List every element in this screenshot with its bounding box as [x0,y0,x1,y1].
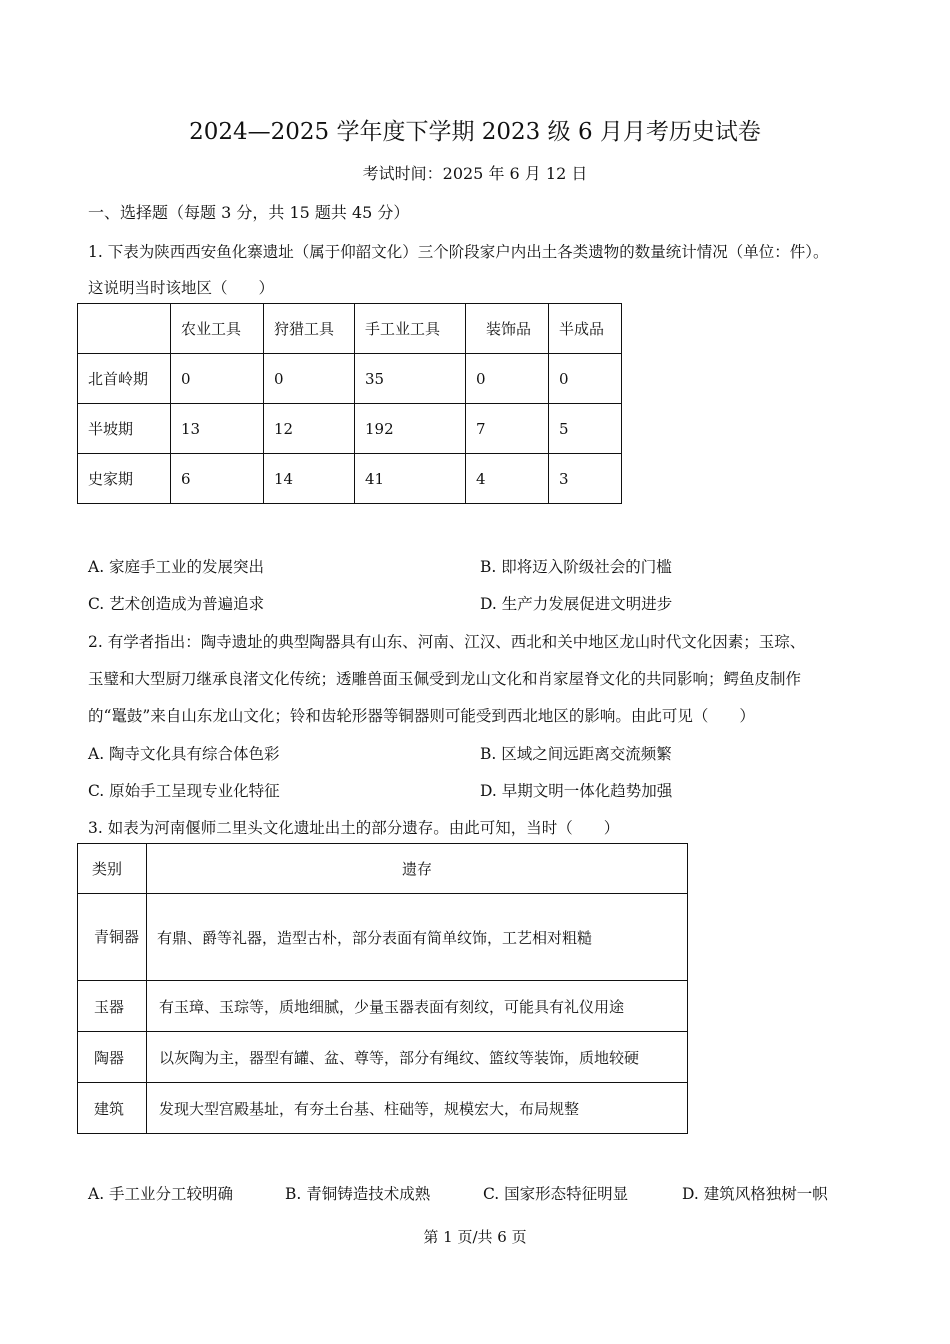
q3-header-cell: 类别 [78,844,147,894]
q1-cell: 13 [171,404,264,454]
page-number: 第 1 页/共 6 页 [423,1228,527,1246]
q1-cell: 0 [549,354,622,404]
q3-option-d[interactable]: D. 建筑风格独树一帜 [682,1185,828,1203]
section-heading: 一、选择题（每题 3 分，共 15 题共 45 分） [88,203,410,222]
q1-cell: 7 [466,404,549,454]
q3-category-cell: 陶器 [78,1032,147,1083]
q3-option-c[interactable]: C. 国家形态特征明显 [483,1185,629,1203]
q1-cell: 192 [355,404,466,454]
q1-cell: 0 [264,354,355,404]
q1-option-a[interactable]: A. 家庭手工业的发展突出 [88,558,265,576]
q1-cell: 半坡期 [78,404,171,454]
q1-stem-line1: 1. 下表为陕西西安鱼化寨遗址（属于仰韶文化）三个阶段家户内出土各类遗物的数量统计情况（单位：件）。 [88,243,829,261]
table-row [78,981,688,1032]
q3-category-cell: 建筑 [78,1083,147,1134]
table-row [78,454,622,504]
q3-content-cell: 发现大型宫殿基址，有夯土台基、柱础等，规模宏大，布局规整 [147,1083,688,1134]
q2-option-d[interactable]: D. 早期文明一体化趋势加强 [480,782,673,800]
q3-table [77,843,688,1134]
q1-cell: 12 [264,404,355,454]
q2-stem-line2: 玉璧和大型厨刀继承良渚文化传统；透雕兽面玉佩受到龙山文化和肖家屋脊文化的共同影响；鳄鱼皮制作 [88,670,802,688]
table-row [78,1032,688,1083]
table-row [78,404,622,454]
q1-cell: 史家期 [78,454,171,504]
q3-content-cell: 有鼎、爵等礼器，造型古朴，部分表面有简单纹饰，工艺相对粗糙 [147,894,688,981]
q1-cell: 35 [355,354,466,404]
q1-cell: 4 [466,454,549,504]
q2-stem-line3: 的“鼍鼓”来自山东龙山文化；铃和齿轮形器等铜器则可能受到西北地区的影响。由此可见（ ） [88,707,755,725]
q1-option-b[interactable]: B. 即将迈入阶级社会的门槛 [480,558,672,576]
q1-option-c[interactable]: C. 艺术创造成为普遍追求 [88,595,265,613]
q1-cell: 5 [549,404,622,454]
q1-table [77,303,622,504]
q1-cell: 6 [171,454,264,504]
q2-option-b[interactable]: B. 区域之间远距离交流频繁 [480,745,672,763]
q1-header-cell: 装饰品 [466,304,549,354]
q1-header-cell: 半成品 [549,304,622,354]
q1-header-cell: 农业工具 [171,304,264,354]
q3-option-a[interactable]: A. 手工业分工较明确 [88,1185,234,1203]
table-row [78,354,622,404]
q3-category-cell: 玉器 [78,981,147,1032]
q3-stem: 3. 如表为河南偃师二里头文化遗址出土的部分遗存。由此可知，当时（ ） [88,819,620,837]
q3-table-header-row [78,844,688,894]
q1-cell: 北首岭期 [78,354,171,404]
page-title: 2024—2025 学年度下学期 2023 级 6 月月考历史试卷 [189,119,761,145]
q1-stem-line2: 这说明当时该地区（ ） [88,279,275,297]
q3-category-cell: 青铜器 [78,894,147,981]
exam-time: 考试时间：2025 年 6 月 12 日 [362,164,588,183]
q1-cell: 0 [171,354,264,404]
q1-header-cell: 狩猎工具 [264,304,355,354]
q1-cell: 0 [466,354,549,404]
q3-content-cell: 以灰陶为主，器型有罐、盆、尊等，部分有绳纹、篮纹等装饰，质地较硬 [147,1032,688,1083]
q1-cell: 41 [355,454,466,504]
q1-table-header-row [78,304,622,354]
table-row [78,894,688,981]
table-row [78,1083,688,1134]
q2-stem-line1: 2. 有学者指出：陶寺遗址的典型陶器具有山东、河南、江汉、西北和关中地区龙山时代文化因素；玉琮、 [88,633,806,651]
q1-option-d[interactable]: D. 生产力发展促进文明进步 [480,595,673,613]
q3-option-b[interactable]: B. 青铜铸造技术成熟 [285,1185,431,1203]
q3-content-cell: 有玉璋、玉琮等，质地细腻，少量玉器表面有刻纹，可能具有礼仪用途 [147,981,688,1032]
q2-option-c[interactable]: C. 原始手工呈现专业化特征 [88,782,280,800]
q1-cell: 3 [549,454,622,504]
q1-cell: 14 [264,454,355,504]
q1-header-cell [78,304,171,354]
q1-header-cell: 手工业工具 [355,304,466,354]
q3-header-cell: 遗存 [147,844,688,894]
q2-option-a[interactable]: A. 陶寺文化具有综合体色彩 [88,745,280,763]
